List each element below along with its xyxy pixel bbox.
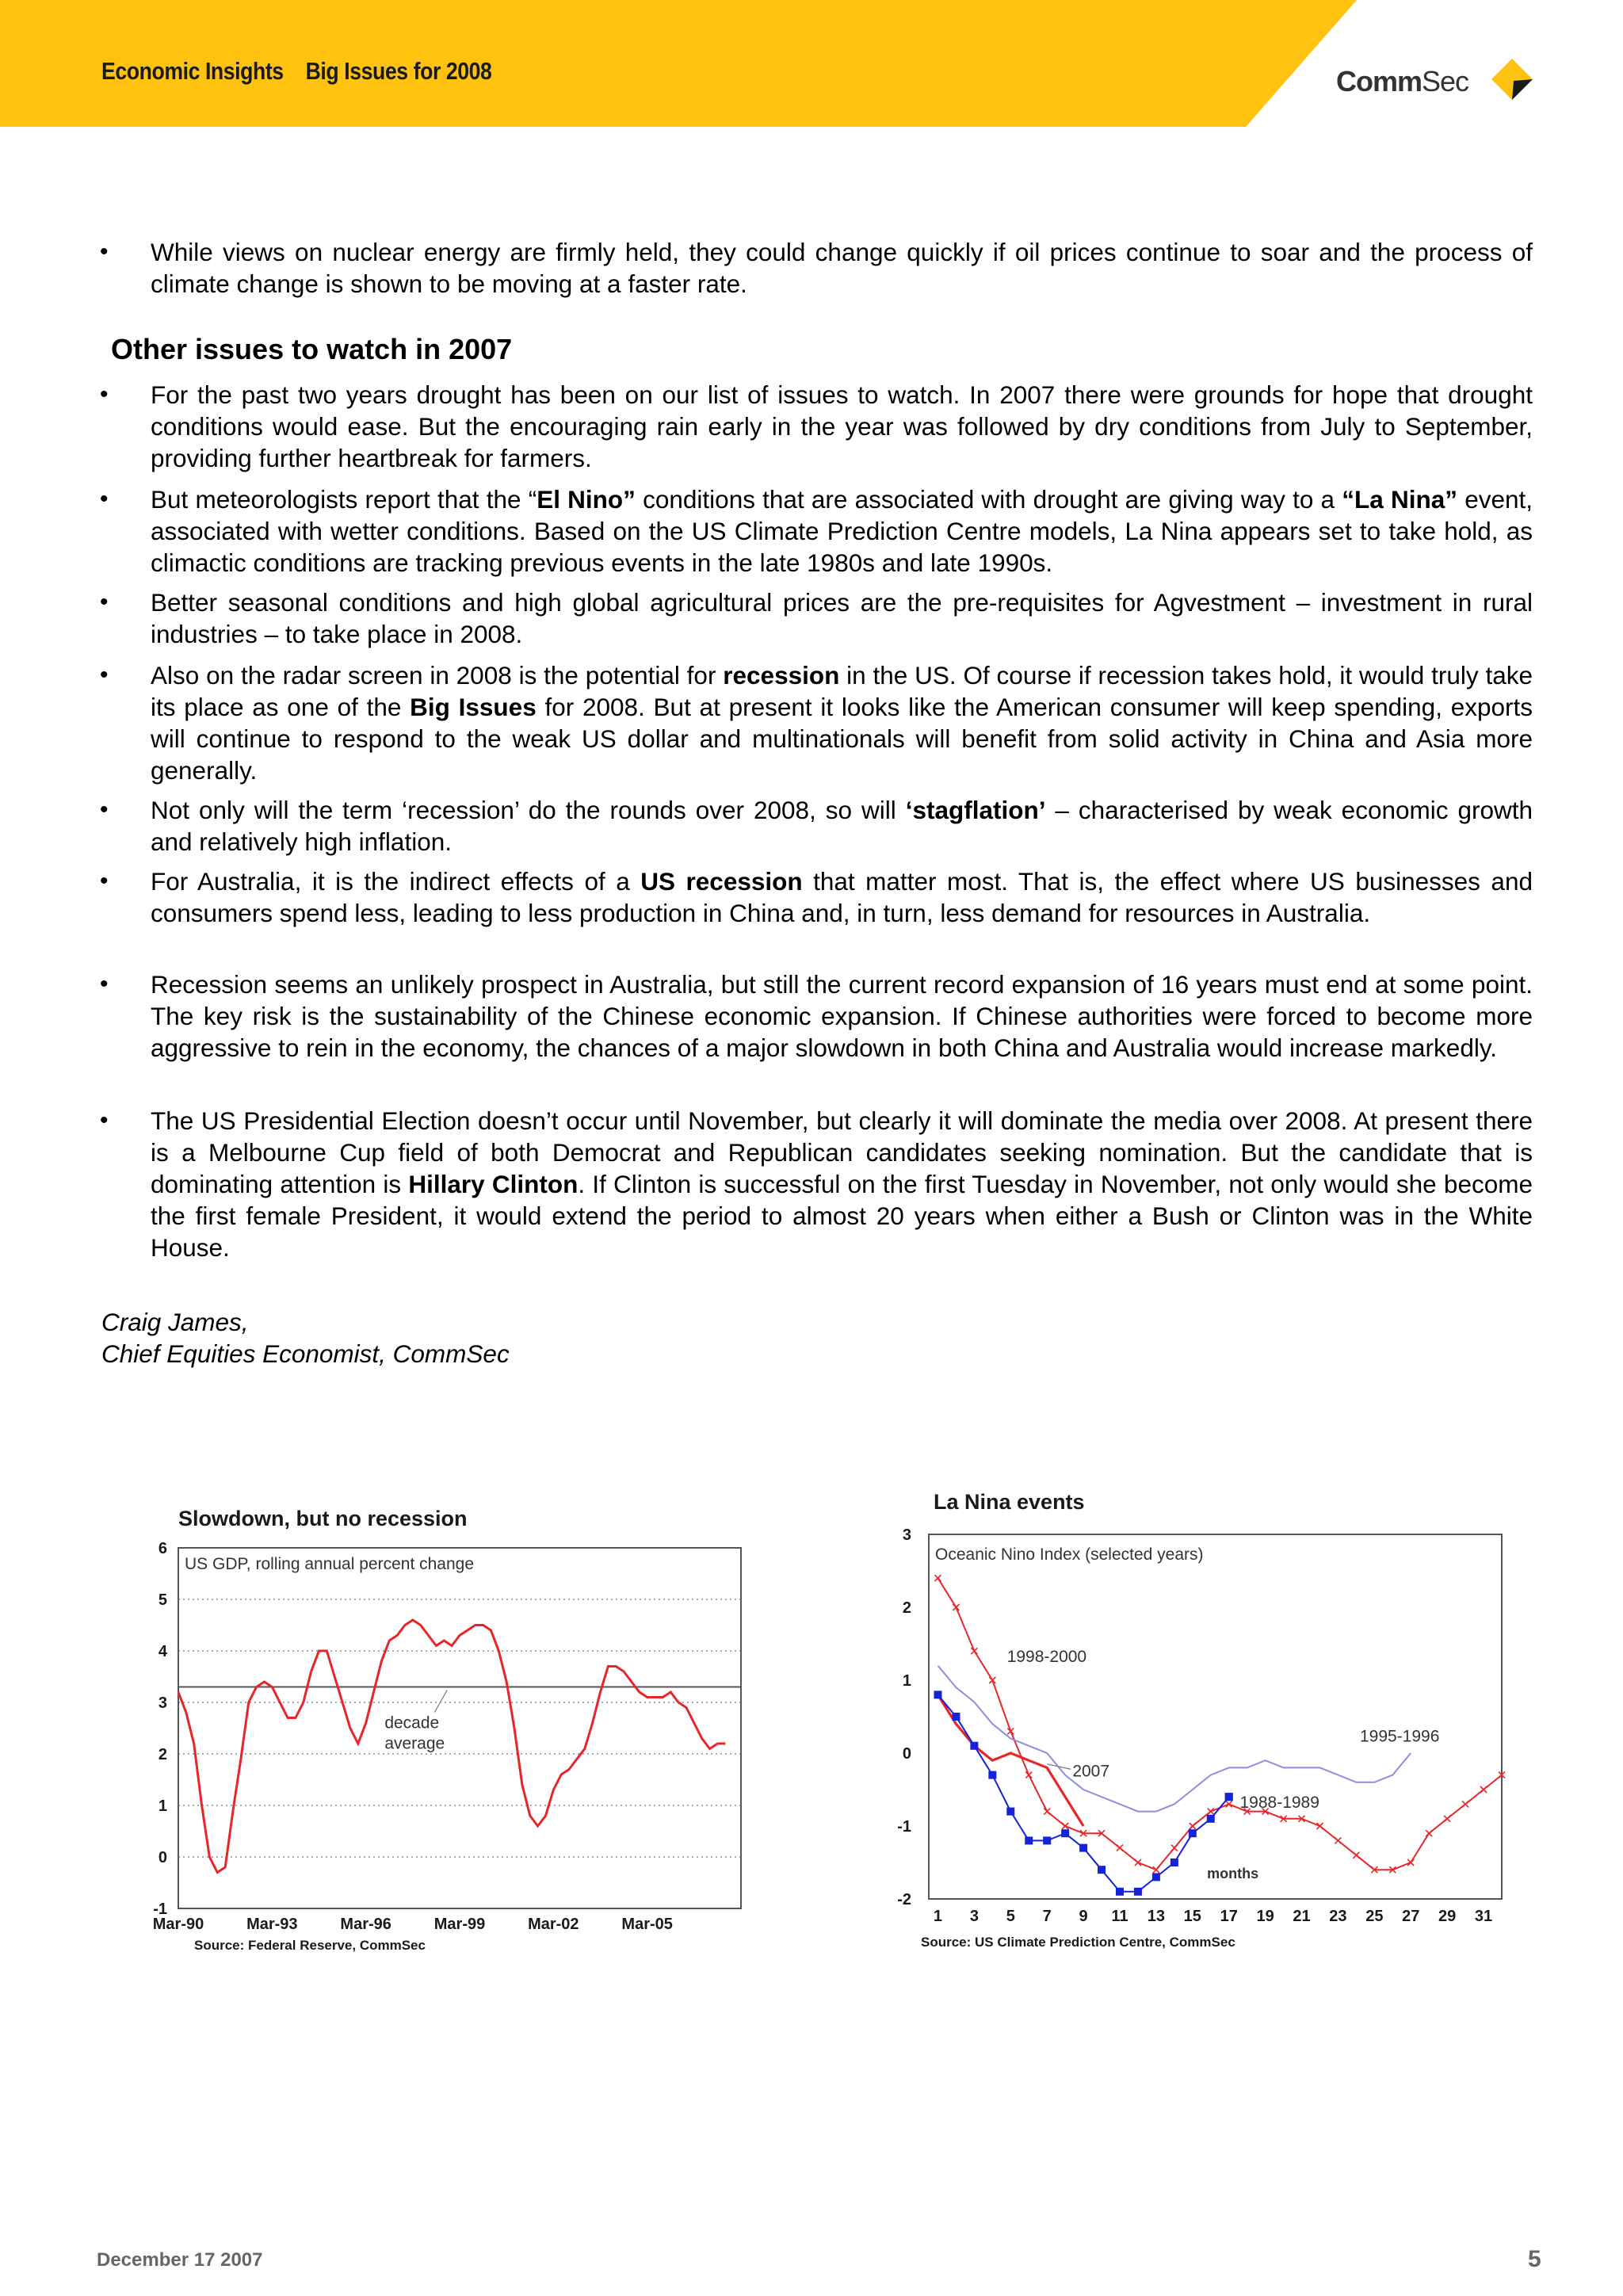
nino-point-1998-2000 <box>1044 1809 1050 1815</box>
lanina-chart-title: La Nina events <box>934 1490 1085 1514</box>
nino-point-1998-2000 <box>1226 1801 1232 1807</box>
nino-point-1998-2000 <box>1117 1845 1123 1851</box>
text-run: that matter most. That is, the effect where US businesses and consumers spend less, leading to less production in China and, in turn, less demand for resources in Australia. <box>151 867 1533 927</box>
bold-phrase: recession <box>723 661 840 690</box>
nino-legend-square <box>1225 1793 1233 1801</box>
lanina-plot-area <box>897 1526 1505 1950</box>
text-run: event, associated with wetter conditions. Based on the US Climate Prediction Centre models, La Nina appears set to take hold, as climactic conditions are tracking previous events in the late 1980s and late 1990s. <box>151 485 1533 577</box>
bullet-dot: • <box>100 662 109 688</box>
gdp-plot-area <box>153 1540 741 1953</box>
nino-point-1988-1989 <box>1170 1859 1178 1866</box>
bold-phrase: Big Issues <box>410 693 537 721</box>
text-run: in the US. Of course if recession takes hold, it would truly take its place as one of the <box>151 661 1533 721</box>
nino-point-1988-1989 <box>934 1690 941 1698</box>
nino-point-1998-2000 <box>934 1575 941 1581</box>
nino-x-tick-label: 11 <box>1111 1908 1128 1925</box>
bullet-dot: • <box>100 486 109 512</box>
gdp-y-tick-label: 0 <box>158 1849 167 1866</box>
nino-y-tick-label: 1 <box>902 1672 911 1690</box>
nino-series-1998-2000-line <box>938 1578 1503 1870</box>
nino-x-tick-label: 29 <box>1438 1908 1457 1925</box>
bullet-dot: • <box>100 971 109 997</box>
bullet-dot: • <box>100 589 109 615</box>
text-run: for 2008. But at present it looks like the American consumer will keep spending, exports will continue to respond to the weak US dollar and multinationals will benefit from solid activity in China and Asia more generally. <box>151 693 1533 785</box>
bullet-text <box>151 379 1533 474</box>
commsec-diamond-icon <box>1490 57 1534 101</box>
gdp-y-tick-label: 4 <box>158 1643 167 1660</box>
text-run: Recession seems an unlikely prospect in Australia, but still the current record expansion of 16 years must end at some point. The key risk is the sustainability of the Chinese economic expansion. If Chinese authorities were forced to become more aggressive to rein in the economy, the chances of a major slowdown in both China and Australia would increase markedly. <box>151 970 1533 1062</box>
text-run: conditions that are associated with drought are giving way to a <box>635 485 1342 514</box>
nino-x-tick-label: 19 <box>1256 1908 1274 1925</box>
nino-x-tick-label: 7 <box>1042 1908 1052 1925</box>
nino-y-tick-label: -1 <box>897 1818 911 1836</box>
nino-point-1988-1989 <box>1061 1829 1069 1837</box>
gdp-x-tick-label: Mar-02 <box>528 1916 579 1933</box>
signature-name: Craig James, <box>101 1308 249 1336</box>
nino-point-1988-1989 <box>1043 1836 1051 1844</box>
nino-point-1988-1989 <box>952 1713 960 1721</box>
bullet-text <box>151 483 1533 579</box>
nino-series-1995-1996-line <box>938 1666 1411 1812</box>
nino-x-tick-label: 25 <box>1365 1908 1384 1925</box>
nino-label-1998-2000: 1998-2000 <box>1006 1648 1087 1666</box>
bold-phrase: ‘stagflation’ <box>905 796 1046 824</box>
nino-plot-frame <box>929 1534 1502 1899</box>
nino-point-1988-1989 <box>1079 1844 1087 1852</box>
footer-date: December 17 2007 <box>97 2249 263 2271</box>
bullet-dot: • <box>100 1107 109 1133</box>
nino-point-1998-2000 <box>1444 1816 1450 1822</box>
bold-phrase: US recession <box>640 867 803 896</box>
nino-x-tick-label: 15 <box>1183 1908 1201 1925</box>
nino-point-1998-2000 <box>1335 1837 1341 1843</box>
nino-point-1998-2000 <box>1462 1801 1468 1807</box>
nino-point-1988-1989 <box>988 1771 996 1779</box>
nino-point-1998-2000 <box>1025 1772 1032 1778</box>
nino-xlabel: months <box>1207 1866 1259 1882</box>
text-run: But meteorologists report that the “ <box>151 485 537 514</box>
gdp-annotation-leader <box>434 1690 447 1713</box>
nino-point-1998-2000 <box>1316 1823 1323 1829</box>
nino-point-1998-2000 <box>971 1648 977 1654</box>
text-run: For Australia, it is the indirect effects of a <box>151 867 641 896</box>
gdp-series-line <box>178 1620 725 1873</box>
nino-x-tick-label: 13 <box>1147 1908 1166 1925</box>
text-run: The US Presidential Election doesn’t occur until November, but clearly it will dominate the media over 2008. At present there is a Melbourne Cup field of both Democrat and Republican candidates seeking nomination. But the candidate that is dominating attention is <box>151 1106 1533 1198</box>
text-run: – characterised by weak economic growth and relatively high inflation. <box>151 796 1533 856</box>
section-heading: Other issues to watch in 2007 <box>111 333 513 365</box>
nino-x-tick-label: 3 <box>969 1908 979 1925</box>
nino-point-1998-2000 <box>1190 1823 1196 1829</box>
nino-label-1995-1996: 1995-1996 <box>1359 1727 1440 1746</box>
nino-x-tick-label: 5 <box>1006 1908 1015 1925</box>
bullet-dot: • <box>100 381 109 407</box>
gdp-y-tick-label: 2 <box>158 1746 167 1763</box>
gdp-x-tick-label: Mar-96 <box>340 1916 391 1933</box>
nino-point-1988-1989 <box>1207 1815 1215 1823</box>
nino-point-1998-2000 <box>1407 1859 1414 1866</box>
gdp-y-tick-label: 6 <box>158 1540 167 1557</box>
nino-point-1988-1989 <box>1025 1836 1033 1844</box>
nino-point-1988-1989 <box>1006 1808 1014 1816</box>
gdp-x-tick-label: Mar-93 <box>246 1916 298 1933</box>
nino-x-tick-label: 27 <box>1402 1908 1420 1925</box>
nino-source: Source: US Climate Prediction Centre, CommSec <box>921 1935 1235 1950</box>
nino-point-1998-2000 <box>1480 1786 1487 1793</box>
nino-point-1988-1989 <box>1116 1888 1124 1896</box>
gdp-y-tick-label: -1 <box>153 1901 167 1918</box>
bullet-dot: • <box>100 868 109 894</box>
nino-y-tick-label: 0 <box>902 1745 911 1763</box>
gdp-x-tick-label: Mar-99 <box>433 1916 486 1933</box>
nino-point-1998-2000 <box>1062 1823 1068 1829</box>
bullet-text <box>151 794 1533 858</box>
gdp-chart <box>143 1496 761 1964</box>
bold-phrase: El Nino” <box>537 485 636 514</box>
gdp-y-tick-label: 5 <box>158 1591 167 1609</box>
bullet-dot: • <box>100 797 109 823</box>
text-run: Also on the radar screen in 2008 is the potential for <box>151 661 724 690</box>
text-run: . If Clinton is successful on the first Tuesday in November, not only would she become the first female President, it would extend the period to almost 20 years when either a Bush or Clinton was in the White House. <box>151 1170 1533 1262</box>
nino-y-tick-label: 2 <box>902 1599 911 1617</box>
nino-point-1998-2000 <box>1426 1830 1432 1836</box>
page-number: 5 <box>1528 2246 1541 2272</box>
nino-point-1998-2000 <box>1153 1866 1159 1873</box>
gdp-annotation-line2: average <box>384 1734 445 1753</box>
bold-phrase: Hillary Clinton <box>408 1170 579 1198</box>
bullet-text <box>151 586 1533 650</box>
signature-role: Chief Equities Economist, CommSec <box>101 1339 510 1368</box>
gdp-chart-title: Slowdown, but no recession <box>178 1507 468 1530</box>
bullet-text <box>151 865 1533 929</box>
bold-phrase: “La Nina” <box>1342 485 1457 514</box>
gdp-y-tick-label: 1 <box>158 1797 167 1815</box>
nino-x-tick-label: 9 <box>1079 1908 1088 1925</box>
logo-bold: Comm <box>1336 65 1423 97</box>
nino-point-1998-2000 <box>1135 1859 1141 1866</box>
nino-label-1988-1989: 1988-1989 <box>1239 1794 1319 1812</box>
bullet-text <box>151 1105 1533 1263</box>
text-run: Not only will the term ‘recession’ do the rounds over 2008, so will <box>151 796 906 824</box>
nino-x-tick-label: 21 <box>1293 1908 1311 1925</box>
intro-bullet-text: While views on nuclear energy are firmly held, they could change quickly if oil prices continue to soar and the process of climate change is shown to be moving at a faster rate. <box>151 238 1533 298</box>
nino-x-tick-label: 23 <box>1329 1908 1347 1925</box>
commsec-logo-text <box>1336 65 1468 98</box>
bullet-text <box>151 659 1533 786</box>
nino-x-tick-label: 1 <box>933 1908 943 1925</box>
gdp-subtitle: US GDP, rolling annual percent change <box>185 1555 475 1573</box>
logo-light: Sec <box>1422 65 1469 97</box>
gdp-y-tick-label: 3 <box>158 1694 167 1712</box>
bullet-dot: • <box>100 239 109 265</box>
text-run: For the past two years drought has been on our list of issues to watch. In 2007 there were grounds for hope that drought conditions would ease. But the encouraging rain early in the year was followed by dry conditions from July to September, providing further heartbreak for farmers. <box>151 380 1533 472</box>
bullet-text <box>151 968 1533 1064</box>
nino-point-1998-2000 <box>1353 1852 1359 1859</box>
nino-subtitle: Oceanic Nino Index (selected years) <box>935 1545 1204 1564</box>
nino-point-1988-1989 <box>970 1742 978 1750</box>
header-title: Economic Insights Big Issues for 2008 <box>101 57 492 85</box>
nino-label-2007: 2007 <box>1072 1762 1110 1781</box>
text-run: Better seasonal conditions and high global agricultural prices are the pre-requisites for Agvestment – investment in rural industries – to take place in 2008. <box>151 588 1533 648</box>
nino-point-1988-1989 <box>1189 1829 1197 1837</box>
gdp-x-tick-label: Mar-90 <box>152 1916 204 1933</box>
nino-point-1988-1989 <box>1152 1873 1160 1881</box>
nino-point-1998-2000 <box>953 1604 959 1610</box>
lanina-chart <box>888 1480 1522 1964</box>
nino-point-1998-2000 <box>1171 1845 1178 1851</box>
nino-series-1988-1989-line <box>938 1694 1229 1891</box>
gdp-annotation-line1: decade <box>384 1713 440 1733</box>
gdp-source: Source: Federal Reserve, CommSec <box>194 1938 426 1953</box>
nino-y-tick-label: -2 <box>897 1891 911 1908</box>
gdp-plot-frame <box>178 1548 741 1908</box>
nino-x-tick-label: 17 <box>1220 1908 1238 1925</box>
nino-point-1998-2000 <box>1208 1809 1214 1815</box>
nino-y-tick-label: 3 <box>902 1526 911 1544</box>
nino-point-1988-1989 <box>1098 1866 1106 1874</box>
nino-point-1988-1989 <box>1134 1888 1142 1896</box>
gdp-x-tick-label: Mar-05 <box>621 1916 673 1933</box>
nino-x-tick-label: 31 <box>1474 1908 1493 1925</box>
